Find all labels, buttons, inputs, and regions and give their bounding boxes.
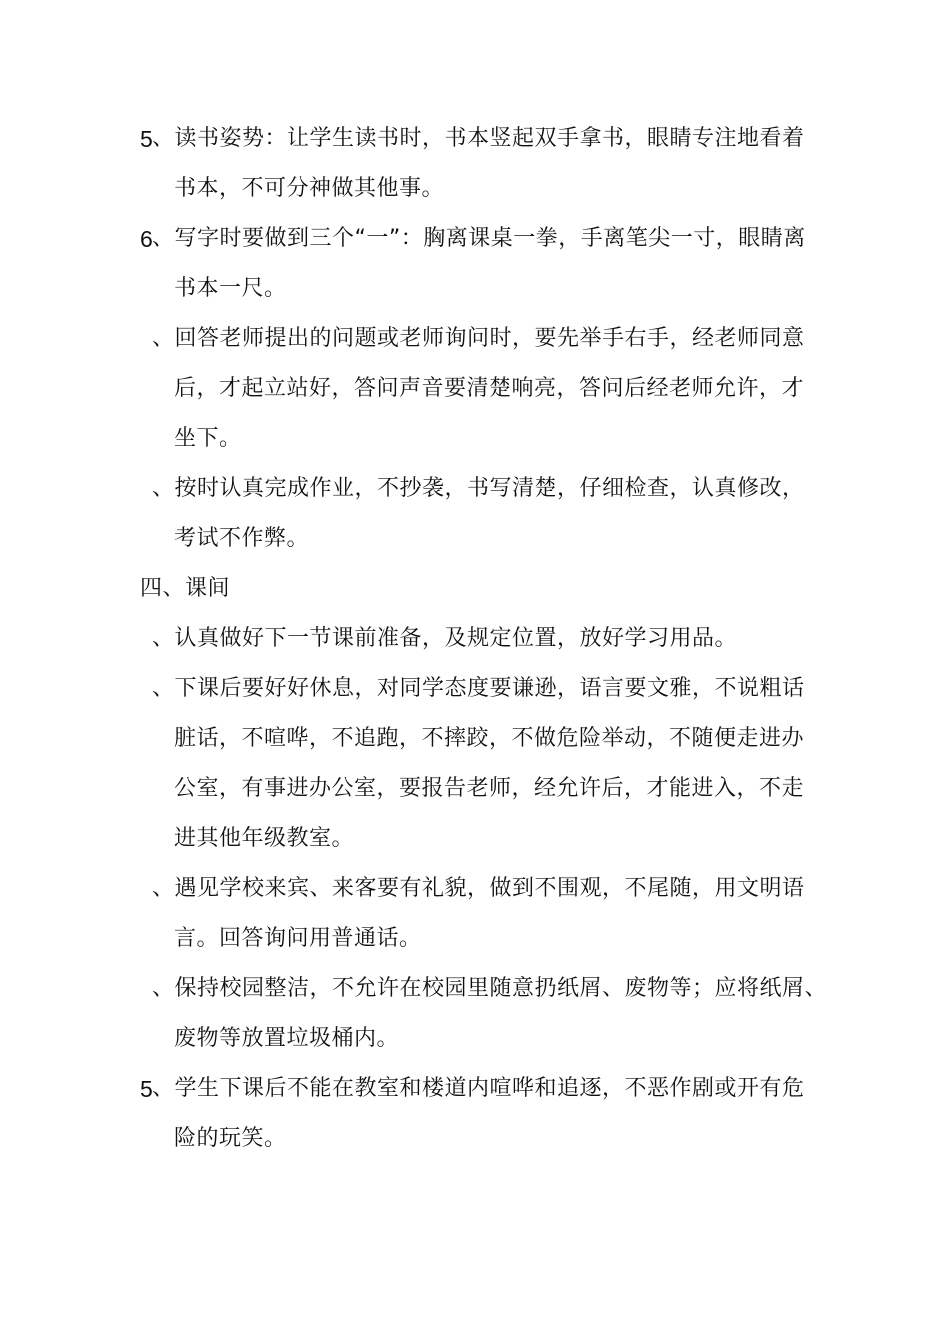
item-line: 、回答老师提出的问题或老师询问时，要先举手右手，经老师同意 bbox=[152, 326, 805, 351]
item-line: 、学生下课后不能在教室和楼道内喧哗和追逐，不恶作剧或开有危 bbox=[152, 1076, 805, 1101]
item-line: 、认真做好下一节课前准备，及规定位置，放好学习用品。 bbox=[152, 626, 738, 651]
item-line: 坐下。 bbox=[174, 426, 242, 451]
item-line: 废物等放置垃圾桶内。 bbox=[174, 1026, 400, 1051]
item-line: 、写字时要做到三个“一”：胸离课桌一拳，手离笔尖一寸，眼睛离 bbox=[152, 226, 806, 251]
item-line: 公室，有事进办公室，要报告老师，经允许后，才能进入，不走 bbox=[174, 776, 805, 801]
item-number: 5 bbox=[140, 1076, 154, 1102]
item-line: 、遇见学校来宾、来客要有礼貌，做到不围观，不尾随，用文明语 bbox=[152, 876, 805, 901]
rule-item bbox=[140, 464, 830, 564]
rule-item bbox=[140, 964, 830, 1064]
rule-item bbox=[140, 1064, 830, 1164]
item-line: 书本，不可分神做其他事。 bbox=[174, 176, 445, 201]
item-line: 、保持校园整洁，不允许在校园里随意扔纸屑、废物等；应将纸屑、 bbox=[152, 976, 828, 1001]
item-line: 考试不作弊。 bbox=[174, 526, 310, 551]
item-line: 、下课后要好好休息，对同学态度要谦逊，语言要文雅，不说粗话 bbox=[152, 676, 805, 701]
item-line: 进其他年级教室。 bbox=[174, 826, 355, 851]
section-heading: 四、课间 bbox=[140, 576, 231, 601]
rule-item bbox=[140, 664, 830, 864]
rule-item bbox=[140, 864, 830, 964]
item-line: 险的玩笑。 bbox=[174, 1126, 287, 1151]
rule-item bbox=[140, 114, 830, 214]
item-number: 5 bbox=[140, 126, 154, 152]
item-line: 、读书姿势：让学生读书时，书本竖起双手拿书，眼睛专注地看着 bbox=[152, 126, 805, 151]
item-line: 脏话，不喧哗，不追跑，不摔跤，不做危险举动，不随便走进办 bbox=[174, 726, 805, 751]
item-line: 书本一尺。 bbox=[174, 276, 287, 301]
rule-item bbox=[140, 614, 830, 664]
item-number: 6 bbox=[140, 226, 154, 252]
item-line: 言。回答询问用普通话。 bbox=[174, 926, 422, 951]
rule-item bbox=[140, 214, 830, 314]
item-line: 、按时认真完成作业，不抄袭，书写清楚，仔细检查，认真修改， bbox=[152, 476, 805, 501]
item-line: 后，才起立站好，答问声音要清楚响亮，答问后经老师允许，才 bbox=[174, 376, 805, 401]
rule-item bbox=[140, 314, 830, 464]
